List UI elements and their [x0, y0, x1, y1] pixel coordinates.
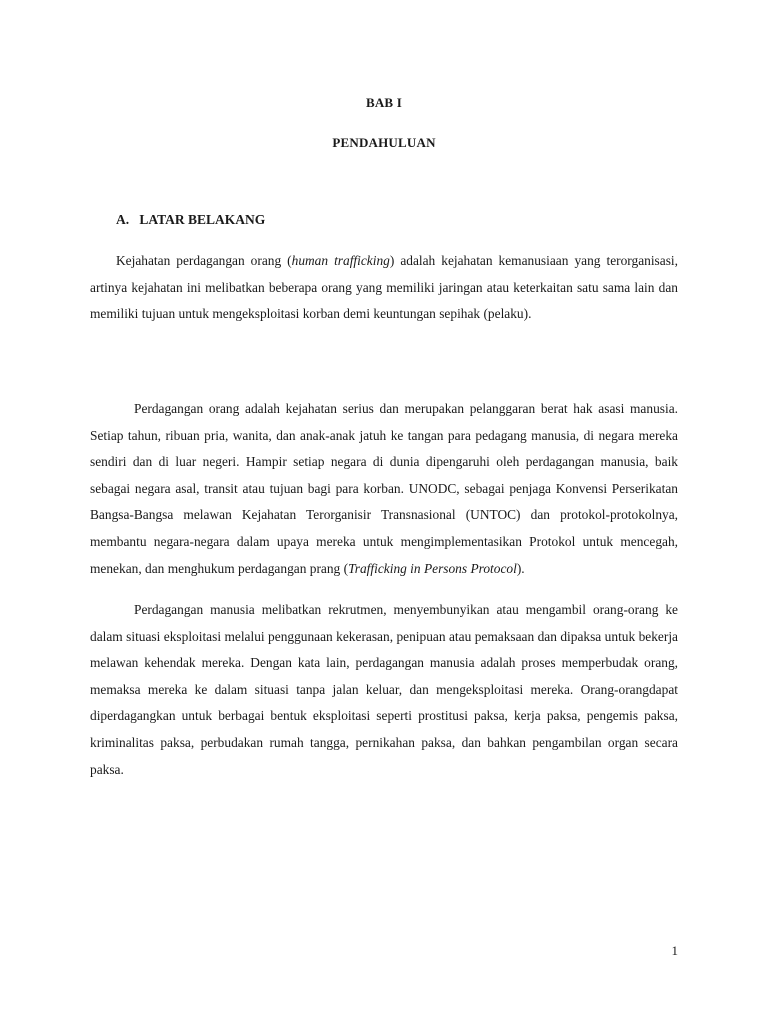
section-number: A. — [116, 212, 130, 227]
chapter-title: PENDAHULUAN — [332, 135, 436, 150]
chapter-heading: BAB I — [365, 95, 403, 110]
paragraph-2 — [90, 396, 678, 582]
paragraph-3 — [90, 597, 678, 783]
paragraph-text: Perdagangan manusia melibatkan rekrutmen, menyembunyikan atau mengambil orang-orang ke dalam situasi eksploitasi melalui penggunaan kekerasan, penipuan atau pemaksaan dan dipaksa untuk bekerja melawan kehendak mereka. Dengan kata lain, perdagangan manusia adalah proses memperbudak orang, memaksa mereka ke dalam situasi tanpa jalan keluar, dan mengeksploitasi mereka. Orang-orangdapat diperdagangkan untuk berbagai bentuk eksploitasi seperti prostitusi paksa, kerja paksa, pengemis paksa, kriminalitas paksa, perbudakan rumah tangga, pernikahan paksa, dan bahkan pengambilan organ secara paksa. — [90, 602, 678, 777]
paragraph-italic-term: human trafficking — [291, 253, 390, 268]
section-title: LATAR BELAKANG — [139, 212, 266, 227]
paragraph-text: ). — [516, 560, 525, 576]
section-heading — [116, 212, 265, 228]
paragraph-italic-term: Trafficking in Persons Protocol — [348, 560, 517, 576]
paragraph-1 — [90, 248, 678, 328]
page-number: 1 — [671, 943, 678, 958]
paragraph-text: Perdagangan orang adalah kejahatan serius dan merupakan pelanggaran berat hak asasi manusia. Setiap tahun, ribuan pria, wanita, dan anak-anak jatuh ke tangan para pedagang manusia, di negara mereka sendiri dan di luar negeri. Hampir setiap negara di dunia dipengaruhi oleh perdagangan manusia, baik sebagai negara asal, transit atau tujuan bagi para korban. UNODC, sebagai penjaga Konvensi Perserikatan Bangsa-Bangsa melawan Kejahatan Terorganisir Transnasional (UNTOC) dan protokol-protokolnya, membantu negara-negara dalam upaya mereka untuk mengimplementasikan Protokol untuk mencegah, menekan, dan menghukum perdagangan prang ( — [90, 401, 678, 576]
paragraph-text: Kejahatan perdagangan orang ( — [116, 253, 292, 268]
paragraph-text: ) adalah kejahatan kemanusiaan yang terorganisasi, artinya kejahatan ini melibatkan beberapa orang yang memiliki jaringan atau keterkaitan satu sama lain dan memiliki tujuan untuk mengeksploitasi korban demi keuntungan sepihak (pelaku). — [90, 253, 678, 322]
